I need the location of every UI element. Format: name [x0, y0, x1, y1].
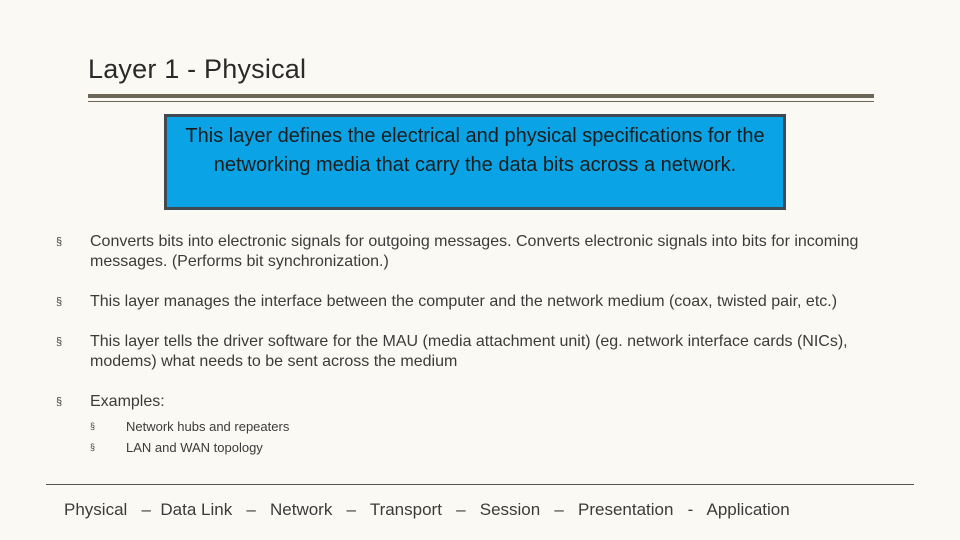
- bullet-item: [56, 232, 916, 272]
- title-rule-thick: [88, 94, 874, 98]
- bullet-text: This layer tells the driver software for the MAU (media attachment unit) (eg. network interface cards (NICs), modems) what needs to be sent across the medium: [90, 333, 848, 370]
- sub-bullet-mark-icon: §: [90, 442, 96, 452]
- bullet-mark-icon: §: [56, 296, 63, 308]
- title-rule-thin: [88, 101, 874, 102]
- sub-bullet-item: [56, 437, 916, 458]
- bullet-item: [56, 392, 916, 412]
- definition-callout: This layer defines the electrical and physical specifications for the networking media that carry the data bits across a network.: [164, 114, 786, 210]
- bullet-item: [56, 332, 916, 372]
- bullet-text: Examples:: [90, 393, 165, 410]
- bullet-text: Converts bits into electronic signals for outgoing messages. Converts electronic signals into bits for incoming messages. (Performs bit synchronization.): [90, 233, 859, 270]
- bullet-mark-icon: §: [56, 336, 63, 348]
- bullet-mark-icon: §: [56, 236, 63, 248]
- footer-rule: [46, 484, 914, 485]
- sub-bullet-text: Network hubs and repeaters: [126, 419, 290, 434]
- sub-bullet-text: LAN and WAN topology: [126, 440, 263, 455]
- osi-layers-footer: Physical – Data Link – Network – Transport – Session – Presentation - Application: [64, 500, 790, 519]
- bullet-item: [56, 292, 916, 312]
- slide-title: Layer 1 - Physical: [88, 54, 307, 84]
- sub-bullet-mark-icon: §: [90, 421, 96, 431]
- sub-bullet-item: [56, 416, 916, 437]
- bullet-text: This layer manages the interface between the computer and the network medium (coax, twisted pair, etc.): [90, 293, 838, 310]
- bullet-mark-icon: §: [56, 396, 63, 408]
- bullet-list: [56, 232, 916, 458]
